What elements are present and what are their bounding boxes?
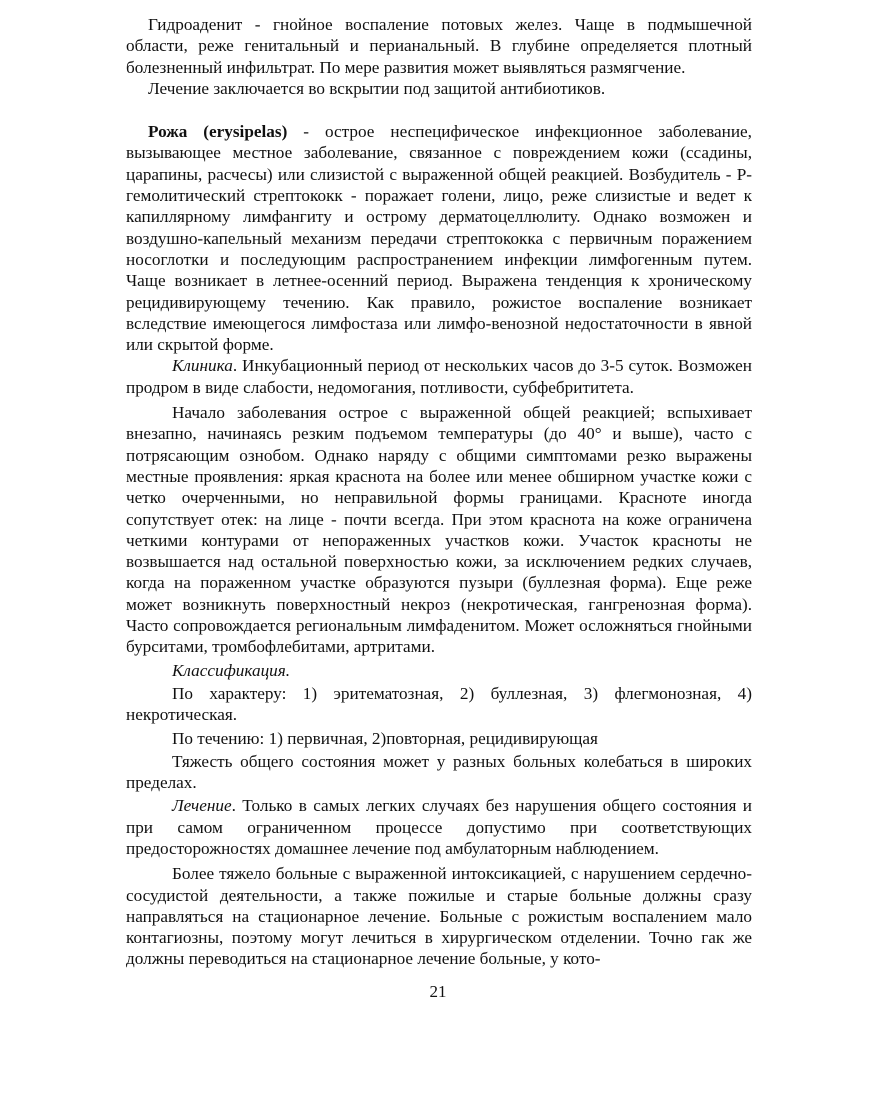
paragraph-severe-cases: Более тяжело больные с выраженной интоксикацией, с нарушением сердечно-сосудистой деятельности, а также пожилые и старые больные должны сразу направляться на стационарное лечение. Больные с рожистым воспалением мало контагиозны, поэтому могут лечиться в хирургическом отделении. Точно гак же должны переводиться на стационарное лечение больные, у кото- (126, 864, 752, 969)
paragraph-hidradenitis: Гидроаденит - гнойное воспаление потовых желез. Чаще в подмышечной области, реже генитальный и перианальный. В глубине определяется плотный болезненный инфильтрат. По мере развития может выявляться размягчение. (126, 15, 752, 77)
term-classification: Классификация. (172, 660, 291, 680)
text-erysipelas: - острое неспецифическое инфекционное заболевание, вызывающее местное заболевание, связанное с повреждением кожи (ссадины, царапины, расчесы) или слизистой с выраженной общей реакцией. Возбудитель - Р-гемолитический стрептококк - поражает голени, лицо, реже слизистые и ведет к капиллярному лимфангиту и острому дерматоцеллюлиту. Однако возможен и воздушно-капельный механизм передачи стрептококка с первичным поражением носоглотки и последующим распространением инфекции лимфогенным путем. Чаще возникает в летнее-осенний период. Выражена тенденция к хроническому рецидивирующему течению. Как правило, рожистое воспаление возникает вследствие имеющегося лимфостаза или лимфо-венозной недостаточности в явной или скрытой форме. (126, 122, 752, 355)
paragraph-by-character: По характеру: 1) эритематозная, 2) буллезная, 3) флегмонозная, 4) некротическая. (126, 683, 752, 725)
term-treatment: Лечение (172, 796, 232, 816)
term-clinic: Клиника (172, 356, 233, 376)
page-number: 21 (429, 982, 447, 1001)
page-body (126, 14, 752, 970)
heading-classification (126, 660, 752, 681)
paragraph-erysipelas (126, 121, 752, 355)
term-erysipelas: Рожа (erysipelas) (148, 122, 288, 142)
paragraph-hidradenitis-treatment: Лечение заключается во вскрытии под защитой антибиотиков. (148, 78, 606, 98)
paragraph-onset: Начало заболевания острое с выраженной общей реакцией; вспыхивает внезапно, начинаясь резким подъемом температуры (до 40° и выше), часто с потрясающим ознобом. Однако наряду с общими симптомами резко выражены местные проявления: яркая краснота на более или менее обширном участке кожи с четко очерченными, но неправильной формы границами. Красноте иногда сопутствует отек: на лице - почти всегда. При этом краснота на коже ограничена четкими контурами от непораженных участков кожи. Участок красноты не возвышается над остальной поверхностью кожи, за исключением редких случаев, когда на пораженном участке образуются пузыри (буллезная форма). Еще реже может возникнуть поверхностный некроз (некротическая, гангренозная форма). Часто сопровождается региональным лимфаденитом. Может осложняться гнойными бурситами, тромбофлебитами, артритами. (126, 403, 752, 657)
text-clinic: . Инкубационный период от нескольких часов до 3-5 суток. Возможен продром в виде слабости, недомогания, потливости, субфебрититета. (126, 356, 752, 397)
paragraph-clinic (126, 355, 752, 398)
paragraph-treatment (126, 795, 752, 859)
paragraph-severity: Тяжесть общего состояния может у разных больных колебаться в широких пределах. (126, 751, 752, 793)
paragraph-by-course: По течению: 1) первичная, 2)повторная, рецидивирующая (172, 728, 598, 748)
text-treatment: . Только в самых легких случаях без нарушения общего состояния и при самом ограниченном процессе допустимо при соответствующих предосторожностях домашнее лечение под амбулаторным наблюдением. (126, 796, 752, 858)
